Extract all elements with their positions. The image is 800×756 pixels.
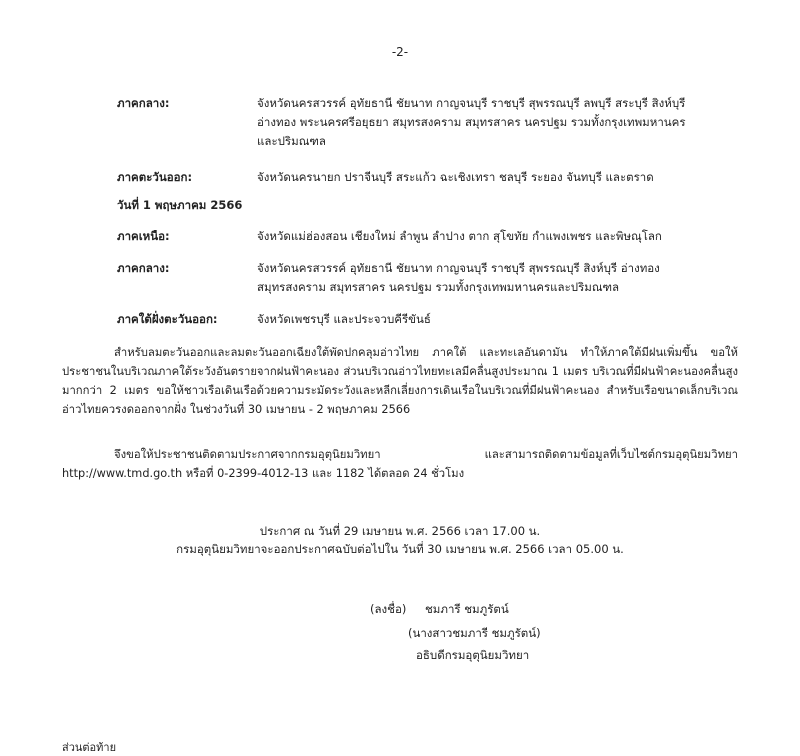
province-line: จังหวัดแม่ฮ่องสอน เชียงใหม่ ลำพูน ลำปาง ตาก สุโขทัย กำแพงเพชร และพิษณุโลก <box>257 229 662 243</box>
region-label: ภาคตะวันออก: <box>117 170 193 184</box>
next-announcement: กรมอุตุนิยมวิทยาจะออกประกาศฉบับต่อไปใน วันที่ 30 เมษายน พ.ศ. 2566 เวลา 05.00 น. <box>176 542 624 556</box>
signed-name: ชมภารี ชมภูรัตน์ <box>425 602 509 616</box>
region-label: ภาคใต้ฝั่งตะวันออก: <box>117 312 218 326</box>
region-label: ภาคเหนือ: <box>117 229 170 243</box>
page-number: -2- <box>391 45 409 59</box>
region-label: ภาคกลาง: <box>117 96 170 110</box>
province-line: จังหวัดนครสวรรค์ อุทัยธานี ชัยนาท กาญจนบุรี ราชบุรี สุพรรณบุรี สิงห์บุรี อ่างทอง <box>257 261 660 275</box>
region-label: ภาคกลาง: <box>117 261 170 275</box>
forecast-paragraph: สำหรับลมตะวันออกและลมตะวันออกเฉียงใต้พัดปกคลุมอ่าวไทย ภาคใต้ และทะเลอันดามัน ทำให้ภาคใต้มีฝนเพิ่มขึ้น ขอให้ประชาชนในบริเวณภาคใต้ระวังอันตรายจากฝนฟ้าคะนอง ส่วนบริเวณอ่าวไทยทะเลมีคลื่นสูงประมาณ 1 เมตร บริเวณที่มีฝนฟ้าคะนองคลื่นสูงมากกว่า 2 เมตร ขอให้ชาวเรือเดินเรือด้วยความระมัดระวังและหลีกเลี่ยงการเดินเรือในบริเวณที่มีฝนฟ้าคะนอง สำหรับเรือขนาดเล็กบริเวณอ่าวไทยควรงดออกจากฝั่ง ในช่วงวันที่ 30 เมษายน - 2 พฤษภาคม 2566 <box>62 346 738 416</box>
region-provinces <box>257 227 727 246</box>
region-provinces <box>257 259 727 297</box>
region-provinces <box>257 94 727 151</box>
position-title: อธิบดีกรมอุตุนิยมวิทยา <box>416 648 530 662</box>
region-provinces <box>257 168 727 187</box>
province-line: และปริมณฑล <box>257 134 326 148</box>
contact-paragraph: จึงขอให้ประชาชนติดตามประกาศจากกรมอุตุนิยมวิทยา และสามารถติดตามข้อมูลที่เว็บไซต์กรมอุตุนิยมวิทยา http://www.tmd.go.th หรือที่ 0-2399-4012-13 และ 1182 ได้ตลอด 24 ชั่วโมง <box>62 448 738 480</box>
province-line: จังหวัดเพชรบุรี และประจวบคีรีขันธ์ <box>257 312 431 326</box>
province-line: จังหวัดนครนายก ปราจีนบุรี สระแก้ว ฉะเชิงเทรา ชลบุรี ระยอง จันทบุรี และตราด <box>257 170 654 184</box>
sign-label: (ลงชื่อ) <box>370 602 407 616</box>
footer-fragment: ส่วนต่อท้าย <box>62 741 117 754</box>
province-line: อ่างทอง พระนครศรีอยุธยา สมุทรสงคราม สมุทรสาคร นครปฐม รวมทั้งกรุงเทพมหานคร <box>257 115 686 129</box>
date-heading: วันที่ 1 พฤษภาคม 2566 <box>117 198 243 212</box>
issued-time: ประกาศ ณ วันที่ 29 เมษายน พ.ศ. 2566 เวลา 17.00 น. <box>259 524 541 538</box>
province-line: จังหวัดนครสวรรค์ อุทัยธานี ชัยนาท กาญจนบุรี ราชบุรี สุพรรณบุรี ลพบุรี สระบุรี สิงห์บุรี <box>257 96 686 110</box>
full-name: (นางสาวชมภารี ชมภูรัตน์) <box>408 626 541 640</box>
province-line: สมุทรสงคราม สมุทรสาคร นครปฐม รวมทั้งกรุงเทพมหานครและปริมณฑล <box>257 280 620 294</box>
region-provinces <box>257 310 727 329</box>
